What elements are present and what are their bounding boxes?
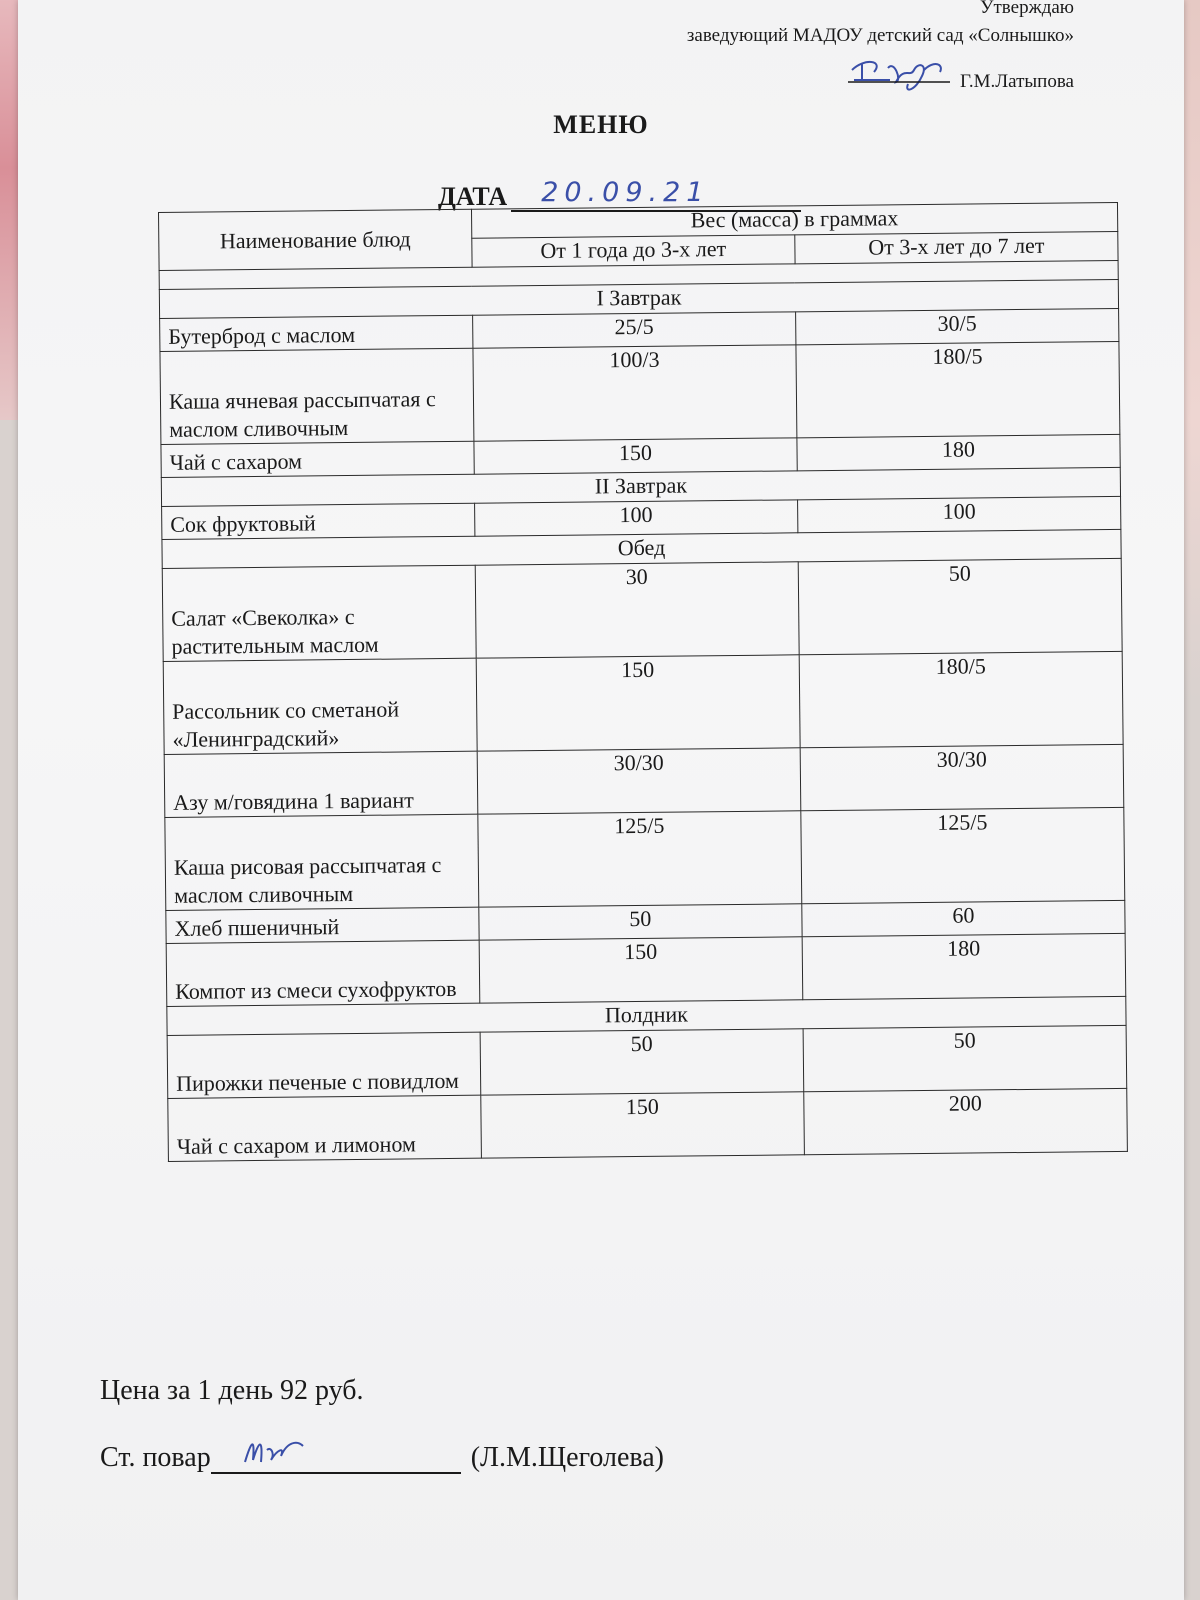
weight-age-1-3: 150 <box>481 1092 805 1158</box>
price-text: Цена за 1 день 92 руб. <box>100 1375 364 1406</box>
weight-age-3-7: 60 <box>802 900 1125 936</box>
weight-age-1-3: 150 <box>479 937 803 1003</box>
header-age-3-7: От 3-х лет до 7 лет <box>795 231 1118 263</box>
approval-heading: Утверждаю <box>980 0 1074 18</box>
weight-age-1-3: 100 <box>474 500 797 536</box>
cook-signature-icon <box>241 1432 311 1472</box>
weight-age-3-7: 30/5 <box>796 308 1119 344</box>
date-value: 20.09.21 <box>541 177 710 208</box>
section-title: I Завтрак <box>159 279 1118 318</box>
dish-name: Азу м/говядина 1 вариант <box>164 751 478 817</box>
weight-age-1-3: 30 <box>475 562 799 658</box>
weight-age-3-7: 180 <box>797 434 1120 470</box>
table-row <box>167 1025 1127 1098</box>
table-row <box>168 1088 1128 1161</box>
cook-signature-field <box>211 1440 461 1474</box>
weight-age-1-3: 150 <box>474 438 797 474</box>
date-label: ДАТА <box>438 182 508 211</box>
weight-age-3-7: 180 <box>802 933 1126 999</box>
weight-age-3-7: 180/5 <box>799 651 1123 747</box>
dish-name: Чай с сахаром <box>161 441 474 477</box>
weight-age-3-7: 125/5 <box>801 807 1125 903</box>
weight-age-3-7: 180/5 <box>796 341 1120 437</box>
weight-age-1-3: 100/3 <box>473 345 797 441</box>
dish-name: Чай с сахаром и лимоном <box>168 1095 482 1161</box>
dish-name: Каша ячневая рассыпчатая с маслом сливочным <box>160 348 474 444</box>
director-name: Г.М.Латыпова <box>960 71 1074 92</box>
cook-label: Ст. повар <box>100 1442 211 1473</box>
weight-age-3-7: 200 <box>804 1088 1128 1154</box>
weight-age-3-7: 50 <box>798 558 1122 654</box>
weight-age-1-3: 50 <box>480 1029 804 1095</box>
table-row <box>165 807 1125 910</box>
dish-name: Салат «Свеколка» с растительным маслом <box>162 565 476 661</box>
table-row <box>166 933 1126 1006</box>
menu-table <box>158 202 1128 1162</box>
weight-age-1-3: 125/5 <box>478 811 802 907</box>
dish-name: Бутерброд с маслом <box>160 315 473 351</box>
header-age-1-3: От 1 года до 3-х лет <box>472 235 795 267</box>
dish-name: Сок фруктовый <box>162 503 475 539</box>
dish-name: Каша рисовая рассыпчатая с маслом сливочным <box>165 814 479 910</box>
weight-age-3-7: 50 <box>803 1025 1127 1091</box>
section-title: Полдник <box>167 996 1126 1035</box>
weight-age-3-7: 30/30 <box>800 744 1124 810</box>
approval-block <box>687 0 1074 96</box>
page-title: МЕНЮ <box>553 110 649 139</box>
weight-age-1-3: 25/5 <box>472 312 795 348</box>
weight-age-1-3: 30/30 <box>477 748 801 814</box>
cook-signature-row <box>100 1440 664 1474</box>
dish-name: Рассольник со сметаной «Ленинградский» <box>163 658 477 754</box>
weight-age-1-3: 50 <box>479 904 802 940</box>
menu-document <box>18 0 1184 1600</box>
table-row <box>163 651 1123 754</box>
weight-age-1-3: 150 <box>476 655 800 751</box>
director-signature-icon <box>844 50 954 96</box>
section-title: Обед <box>162 529 1121 568</box>
table-row <box>162 558 1122 661</box>
section-title: II Завтрак <box>161 467 1120 506</box>
dish-name: Компот из смеси сухофруктов <box>166 940 480 1006</box>
approval-position: заведующий МАДОУ детский сад «Солнышко» <box>686 25 1074 46</box>
header-weight: Вес (масса) в граммах <box>471 202 1117 238</box>
dish-name: Пирожки печеные с повидлом <box>167 1032 481 1098</box>
cook-name: (Л.М.Щеголева) <box>470 1442 665 1473</box>
table-row <box>160 341 1120 444</box>
table-row <box>164 744 1124 817</box>
approval-signature-row <box>687 50 1074 96</box>
header-dish-name: Наименование блюд <box>159 209 472 270</box>
dish-name: Хлеб пшеничный <box>166 907 479 943</box>
weight-age-3-7: 100 <box>797 496 1120 532</box>
